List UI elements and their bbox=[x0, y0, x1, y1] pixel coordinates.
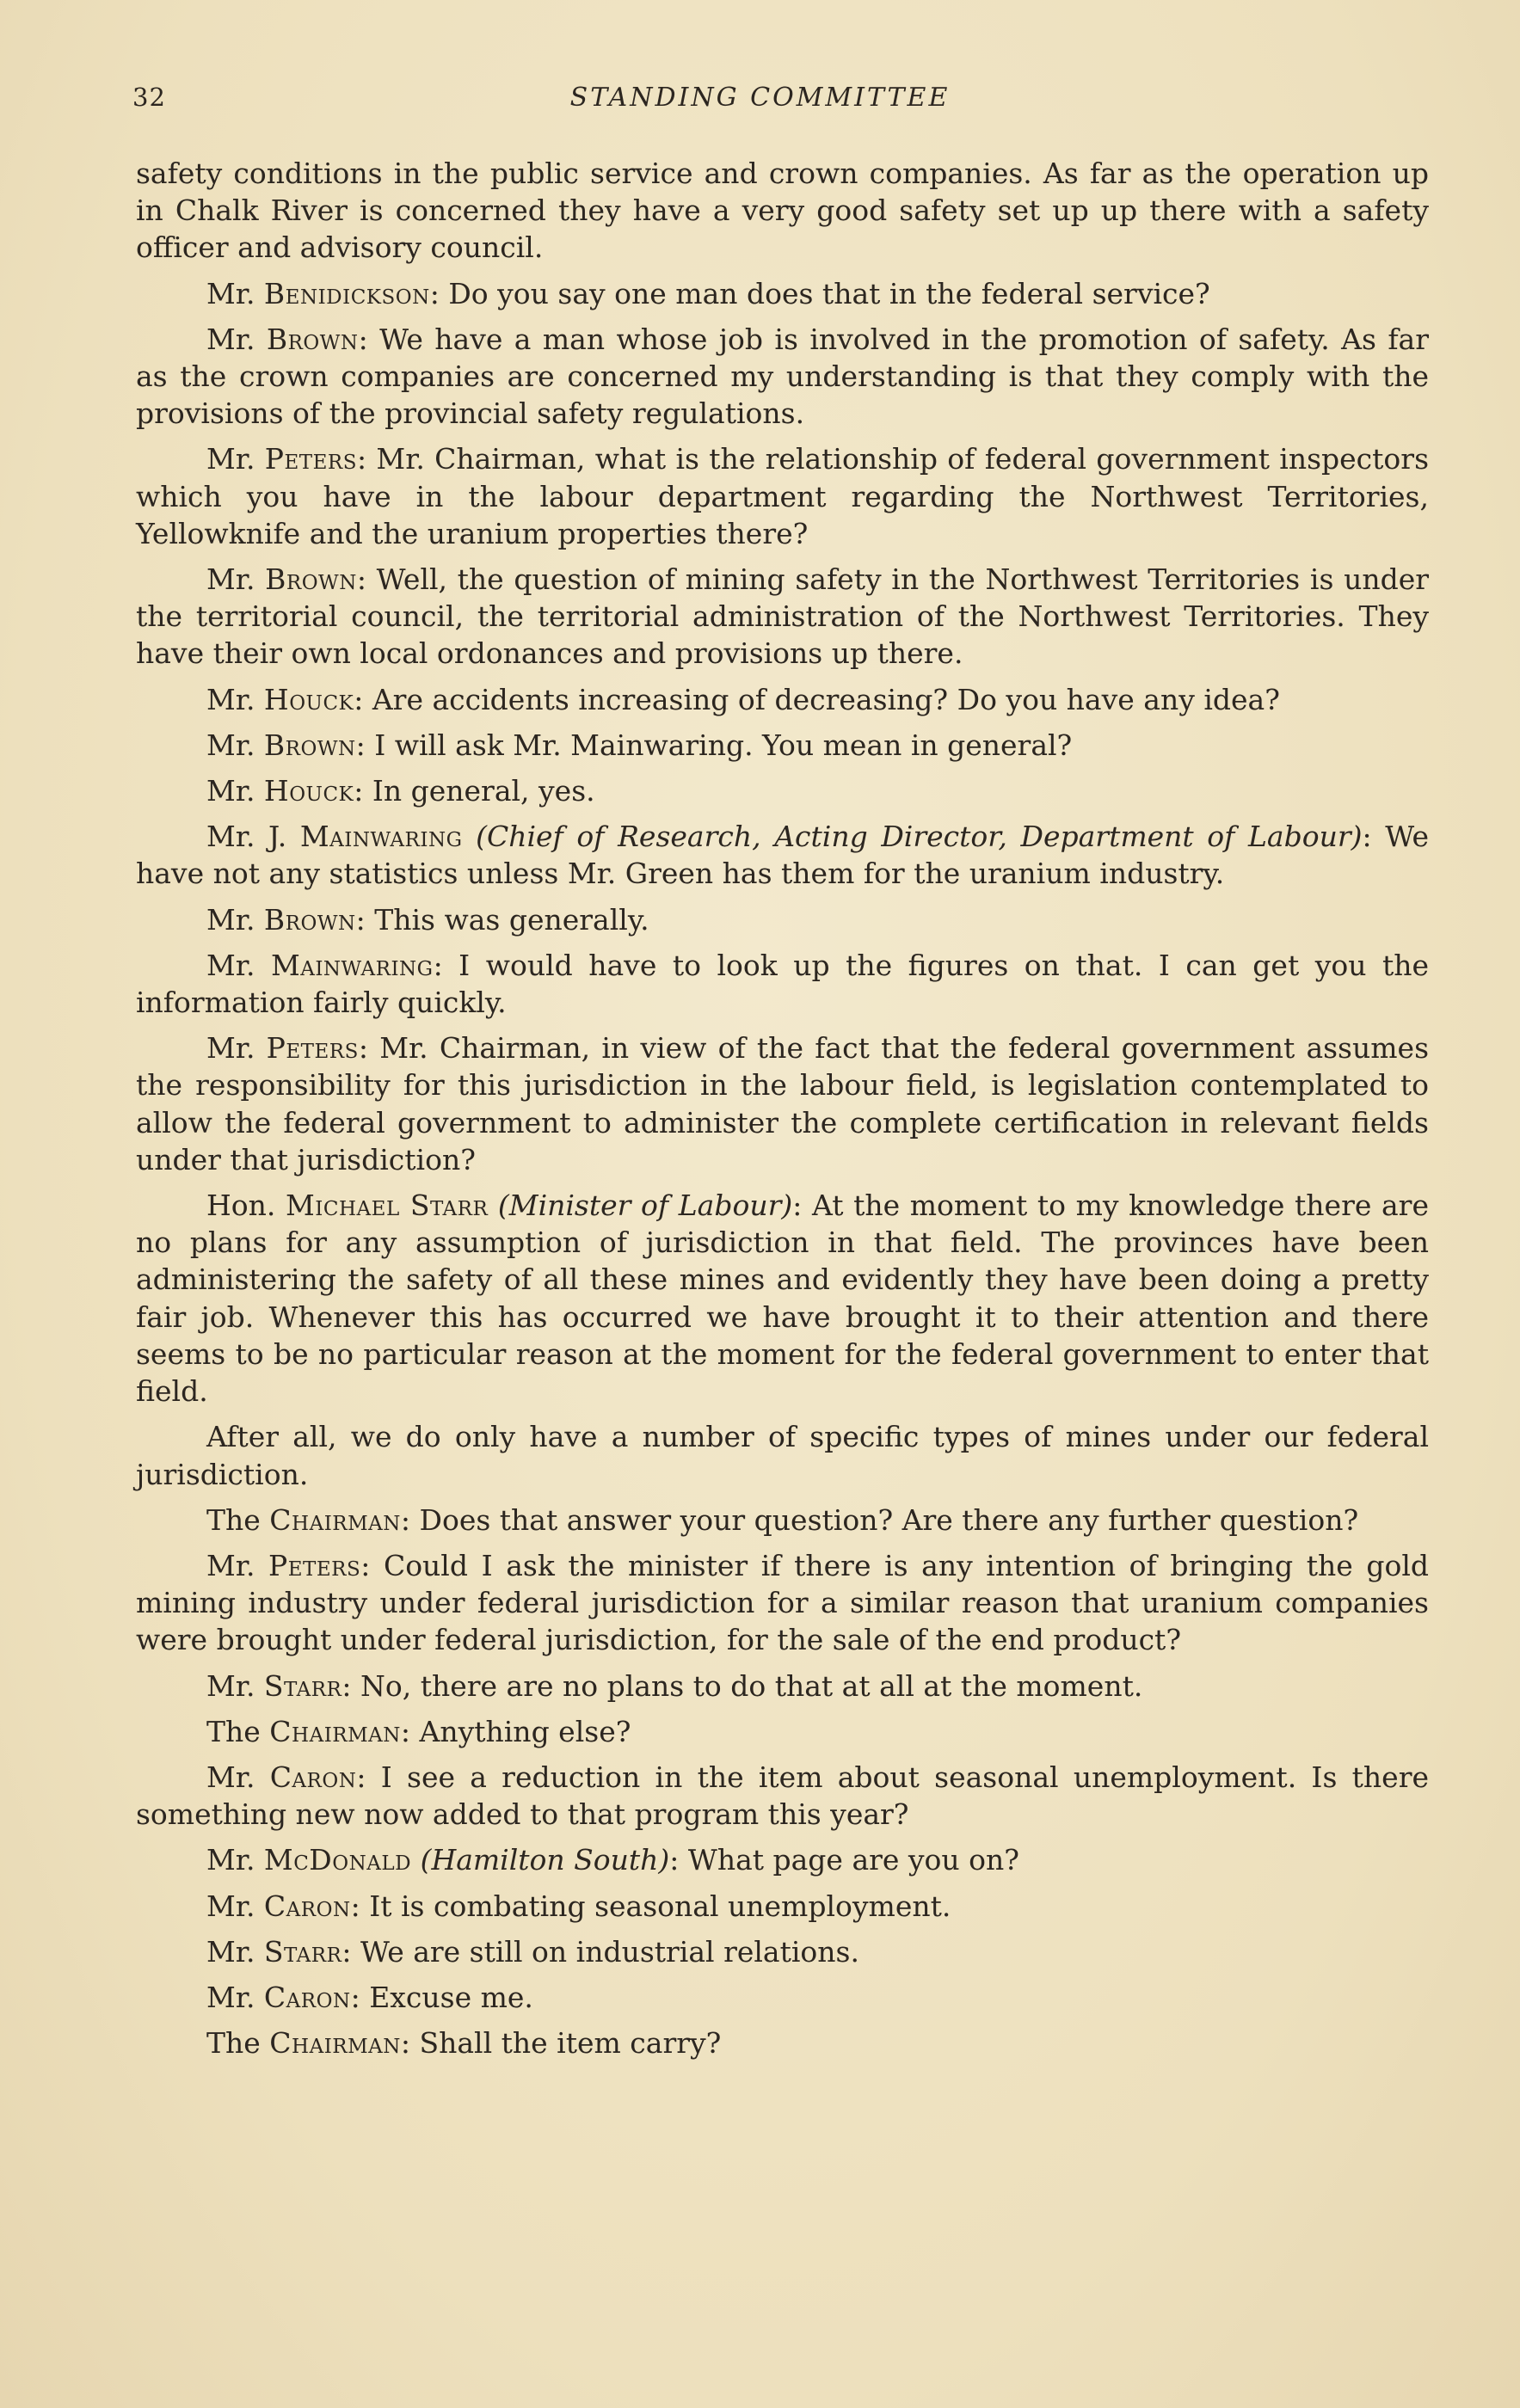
paragraph-text: : Do you say one man does that in the federal service? bbox=[429, 276, 1210, 310]
speaker-role: (Chief of Research, Acting Director, Department of Labour) bbox=[462, 820, 1363, 854]
speaker-name: Peters bbox=[264, 442, 357, 476]
paragraph bbox=[136, 321, 1429, 433]
speaker-name: Starr bbox=[263, 1668, 342, 1703]
speaker-name: Brown bbox=[265, 562, 357, 597]
paragraph-text: After all, we do only have a number of specific types of mines under our federal jurisdiction. bbox=[136, 1420, 1429, 1491]
speaker-name: Caron bbox=[269, 1760, 357, 1794]
paragraph bbox=[136, 772, 1429, 809]
paragraph-prefix: Mr. bbox=[206, 1934, 264, 1969]
paragraph bbox=[136, 727, 1429, 764]
paragraph bbox=[136, 818, 1429, 892]
speaker-name: Chairman bbox=[269, 1502, 401, 1537]
paragraph-text: safety conditions in the public service and crown companies. As far as the operation up in Chalk River is concerned they have a very good safety set up up there with a safety officer and advisory council. bbox=[136, 157, 1429, 265]
speaker-name: McDonald bbox=[263, 1843, 412, 1877]
paragraph-prefix: Mr. bbox=[206, 1668, 264, 1703]
paragraph-prefix: Mr. J. bbox=[206, 820, 300, 854]
paragraph-text: : Mr. Chairman, in view of the fact that the federal government assumes the responsibility for this jurisdiction in the labour field, is legislation contemplated to allow the federal government to administer the complete certification in relevant fields under that jurisdiction? bbox=[136, 1031, 1430, 1176]
paragraph-prefix: Mr. bbox=[206, 948, 271, 982]
paragraph-text: : This was generally. bbox=[355, 902, 649, 937]
paragraph bbox=[136, 1029, 1429, 1178]
paragraph-prefix: Mr. bbox=[206, 902, 264, 937]
speaker-name: Chairman bbox=[269, 1714, 401, 1748]
speaker-name: Peters bbox=[268, 1548, 361, 1582]
speaker-name: Michael Starr bbox=[286, 1189, 489, 1223]
paragraph-text: : Mr. Chairman, what is the relationship of federal government inspectors which you have in the labour department regarding the Northwest Territories, Yellowknife and the uranium properties there? bbox=[136, 442, 1430, 550]
paragraph-text: : I would have to look up the figures on that. I can get you the information fairly quickly. bbox=[136, 948, 1430, 1020]
paragraph-text: : We have a man whose job is involved in the promotion of safety. As far as the crown companies are concerned my understanding is that they comply with the provisions of the provincial safety regulations. bbox=[136, 322, 1429, 431]
speaker-role: (Hamilton South) bbox=[411, 1843, 670, 1877]
speaker-name: Houck bbox=[263, 682, 354, 716]
paragraph-text: : Anything else? bbox=[400, 1714, 631, 1748]
paragraph bbox=[136, 1502, 1429, 1539]
paragraph-prefix: Mr. bbox=[206, 322, 267, 356]
paragraph-prefix: Mr. bbox=[206, 774, 264, 808]
speaker-name: Chairman bbox=[269, 2026, 401, 2061]
page-header bbox=[0, 83, 1520, 124]
paragraph-text: : Well, the question of mining safety in the Northwest Territories is under the territorial council, the territorial administration of the Northwest Territories. They have their own local ordonances and provisions up there. bbox=[136, 562, 1430, 671]
speaker-name: Benidickson bbox=[263, 276, 430, 310]
running-head: STANDING COMMITTEE bbox=[569, 83, 951, 113]
speaker-name: Starr bbox=[263, 1934, 342, 1969]
speaker-name: Mainwaring bbox=[299, 820, 463, 854]
paragraph bbox=[136, 1841, 1429, 1878]
paragraph-prefix: Mr. bbox=[206, 276, 264, 310]
paragraph-prefix: The bbox=[206, 2026, 270, 2061]
paragraph-prefix: Mr. bbox=[206, 728, 264, 762]
paragraph-text: : In general, yes. bbox=[354, 774, 595, 808]
speaker-name: Mainwaring bbox=[270, 948, 434, 982]
paragraph-prefix: Hon. bbox=[206, 1189, 286, 1223]
paragraph-prefix: Mr. bbox=[206, 1889, 264, 1923]
paragraph-text: : No, there are no plans to do that at all at the moment. bbox=[342, 1668, 1143, 1703]
paragraph-text: : I see a reduction in the item about seasonal unemployment. Is there something new now added to that program this year? bbox=[136, 1760, 1430, 1832]
speaker-name: Brown bbox=[263, 728, 356, 762]
paragraph bbox=[136, 1418, 1429, 1492]
speaker-name: Caron bbox=[263, 1889, 351, 1923]
paragraph bbox=[136, 1187, 1429, 1410]
paragraph-text: : It is combating seasonal unemployment. bbox=[350, 1889, 951, 1923]
paragraph bbox=[136, 1668, 1429, 1705]
paragraph-text: : We are still on industrial relations. bbox=[342, 1934, 859, 1969]
paragraph-prefix: The bbox=[206, 1502, 270, 1537]
page-number: 32 bbox=[132, 83, 166, 112]
paragraph bbox=[136, 1759, 1429, 1833]
paragraph bbox=[136, 561, 1429, 673]
paragraph bbox=[136, 1933, 1429, 1970]
speaker-name: Brown bbox=[266, 322, 359, 356]
paragraph-prefix: Mr. bbox=[206, 562, 266, 597]
speaker-role: (Minister of Labour) bbox=[488, 1189, 793, 1223]
paragraph bbox=[136, 901, 1429, 938]
speaker-name: Peters bbox=[266, 1031, 359, 1066]
paragraph-prefix: The bbox=[206, 1714, 270, 1748]
transcript-body bbox=[136, 155, 1429, 2070]
paragraph-text: : Are accidents increasing of decreasing? Do you have any idea? bbox=[354, 682, 1280, 716]
paragraph bbox=[136, 1888, 1429, 1925]
paragraph bbox=[136, 155, 1429, 267]
paragraph bbox=[136, 440, 1429, 552]
speaker-name: Brown bbox=[263, 902, 356, 937]
paragraph-prefix: Mr. bbox=[206, 1843, 264, 1877]
paragraph-prefix: Mr. bbox=[206, 1760, 270, 1794]
paragraph-text: : At the moment to my knowledge there are no plans for any assumption of jurisdiction in that field. The provinces have been administering the safety of all these mines and evidently they have been doing a pretty fair job. Whenever this has occurred we have brought it to their attention and there seems to be no particular reason at the moment for the federal government to enter that field. bbox=[136, 1189, 1429, 1409]
paragraph-prefix: Mr. bbox=[206, 682, 264, 716]
paragraph-text: : Shall the item carry? bbox=[400, 2026, 722, 2061]
speaker-name: Caron bbox=[263, 1980, 351, 2014]
paragraph-prefix: Mr. bbox=[206, 1548, 269, 1582]
paragraph bbox=[136, 1979, 1429, 2016]
paragraph-prefix: Mr. bbox=[206, 442, 265, 476]
paragraph-text: : What page are you on? bbox=[669, 1843, 1019, 1877]
paragraph-prefix: Mr. bbox=[206, 1980, 264, 2014]
paragraph bbox=[136, 681, 1429, 718]
paragraph-text: : Excuse me. bbox=[350, 1980, 533, 2014]
paragraph bbox=[136, 2024, 1429, 2061]
paragraph-text: : Does that answer your question? Are there any further question? bbox=[400, 1502, 1359, 1537]
paragraph bbox=[136, 1547, 1429, 1659]
paragraph bbox=[136, 275, 1429, 312]
speaker-name: Houck bbox=[263, 774, 354, 808]
paragraph bbox=[136, 1713, 1429, 1750]
paragraph-prefix: Mr. bbox=[206, 1031, 267, 1066]
paragraph bbox=[136, 947, 1429, 1021]
paragraph-text: : We have not any statistics unless Mr. Green has them for the uranium industry. bbox=[136, 820, 1429, 891]
paragraph-text: : Could I ask the minister if there is any intention of bringing the gold mining industry under federal jurisdiction for a similar reason that uranium companies were brought under federal jurisdiction, for the sale of the end product? bbox=[136, 1548, 1430, 1657]
paragraph-text: : I will ask Mr. Mainwaring. You mean in general? bbox=[355, 728, 1073, 762]
